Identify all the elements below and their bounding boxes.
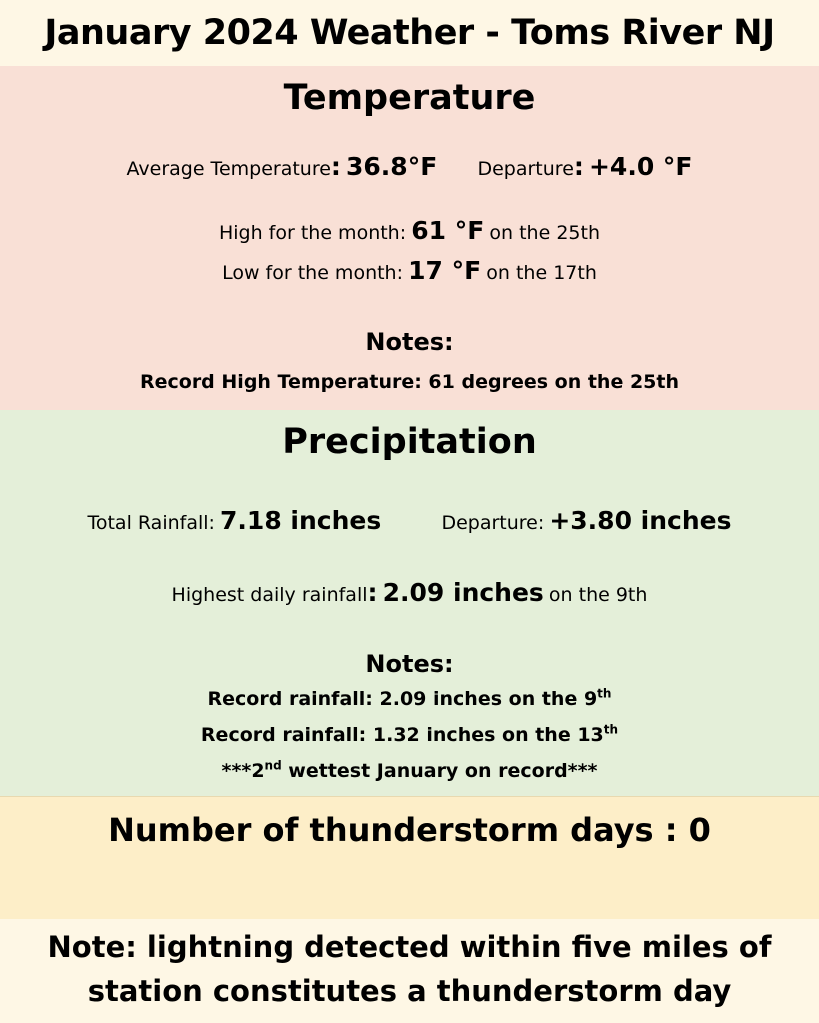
temperature-note: Record High Temperature: 61 degrees on the 25th bbox=[139, 371, 679, 393]
precipitation-note-3-prefix: ***2 bbox=[221, 760, 265, 782]
page-title: January 2024 Weather - Toms River NJ bbox=[0, 0, 819, 66]
temperature-departure-colon: : bbox=[573, 152, 584, 181]
precipitation-note-2-suffix: th bbox=[603, 722, 619, 737]
highest-daily-rainfall-label: Highest daily rainfall bbox=[171, 584, 368, 606]
footer-note bbox=[0, 919, 819, 1023]
highest-daily-rainfall-colon: : bbox=[367, 578, 378, 607]
total-rainfall-label: Total Rainfall: bbox=[87, 512, 215, 534]
highest-daily-rainfall-line bbox=[0, 578, 819, 607]
temperature-departure-value: +4.0 °F bbox=[588, 152, 693, 181]
monthly-high-line bbox=[0, 216, 819, 245]
precipitation-note-2 bbox=[0, 724, 819, 746]
temperature-section bbox=[0, 66, 819, 410]
precipitation-note-3 bbox=[0, 760, 819, 782]
precipitation-heading: Precipitation bbox=[282, 422, 537, 462]
average-temperature-line bbox=[0, 152, 819, 181]
precipitation-note-1-text: Record rainfall: 2.09 inches on the 9 bbox=[207, 688, 598, 710]
precipitation-note-3-suffix: nd bbox=[264, 758, 282, 773]
average-temperature-value: 36.8°F bbox=[346, 152, 438, 181]
precipitation-note-2-text: Record rainfall: 1.32 inches on the 13 bbox=[200, 724, 604, 746]
rainfall-departure-label: Departure: bbox=[441, 512, 545, 534]
total-rainfall-line bbox=[0, 506, 819, 535]
precipitation-note-3-text: wettest January on record*** bbox=[281, 760, 598, 782]
total-rainfall-value: 7.18 inches bbox=[220, 506, 382, 535]
temperature-notes-heading: Notes: bbox=[365, 328, 454, 356]
footer-note-line-2: station constitutes a thunderstorm day bbox=[87, 974, 732, 1008]
temperature-departure-label: Departure bbox=[477, 158, 574, 180]
footer-note-line-1: Note: lightning detected within five miles of bbox=[47, 930, 772, 964]
monthly-low-line bbox=[0, 256, 819, 285]
thunderstorm-days: Number of thunderstorm days : 0 bbox=[108, 811, 711, 849]
precipitation-note-1-suffix: th bbox=[597, 686, 612, 701]
highest-daily-rainfall-value: 2.09 inches bbox=[382, 578, 544, 607]
average-temperature-colon: : bbox=[330, 152, 341, 181]
rainfall-departure-value: +3.80 inches bbox=[549, 506, 732, 535]
precipitation-note-1 bbox=[0, 688, 819, 710]
temperature-heading: Temperature bbox=[283, 78, 536, 118]
monthly-low-date: on the 17th bbox=[486, 262, 597, 284]
precipitation-notes-heading: Notes: bbox=[365, 650, 454, 678]
monthly-low-label: Low for the month: bbox=[222, 262, 404, 284]
precipitation-section bbox=[0, 410, 819, 796]
average-temperature-label: Average Temperature bbox=[126, 158, 331, 180]
highest-daily-rainfall-date: on the 9th bbox=[548, 584, 648, 606]
monthly-high-date: on the 25th bbox=[489, 222, 601, 244]
monthly-high-value: 61 °F bbox=[411, 216, 485, 245]
monthly-low-value: 17 °F bbox=[408, 256, 482, 285]
monthly-high-label: High for the month: bbox=[218, 222, 407, 244]
thunderstorm-section bbox=[0, 796, 819, 919]
